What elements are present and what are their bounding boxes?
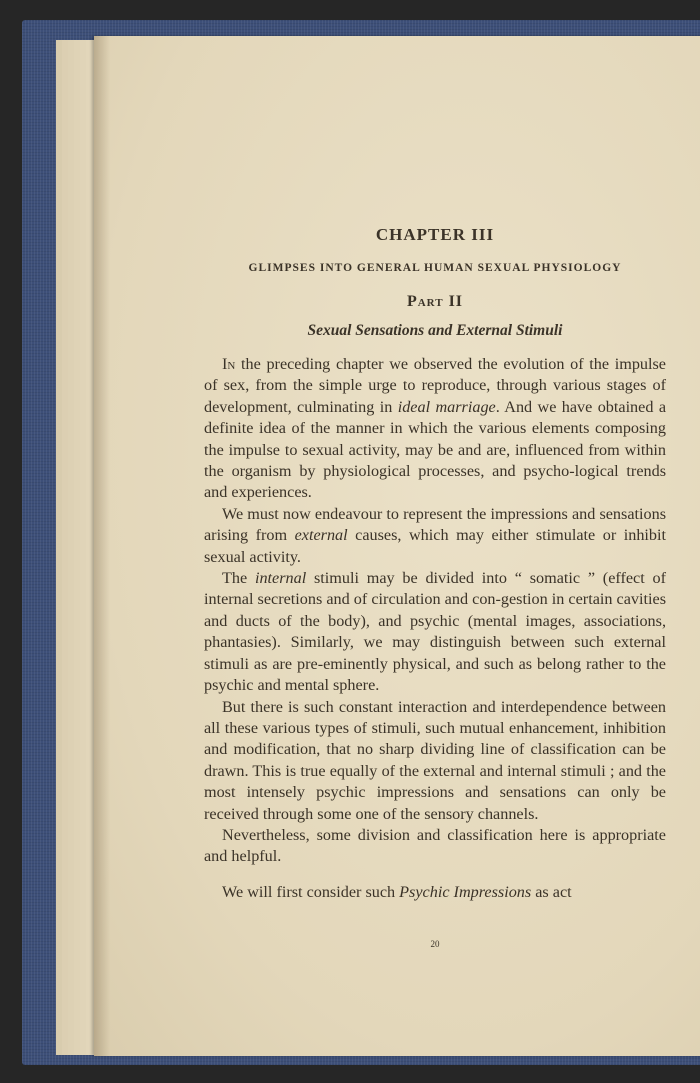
body-paragraph: [204, 568, 666, 696]
italic-term: external: [294, 526, 348, 545]
body-paragraph: [204, 697, 666, 825]
section-title: Sexual Sensations and External Stimuli: [307, 322, 563, 339]
italic-term: Psychic Impressions: [399, 882, 532, 901]
body-paragraph: [204, 354, 666, 504]
text-run: We will first consider such: [222, 882, 400, 901]
text-run: Nevertheless, some division and classification here is appropriate and helpful.: [204, 825, 666, 866]
page-gutter-shadow: [94, 36, 110, 1056]
text-run: stimuli may be divided into “ somatic ” (effect of internal secretions and of circulation and con-gestion in certain cavities and ducts of the body), and psychic (mental images, associations, phantasies). Similarly, we may distinguish between such external stimuli as are pre-eminently physical, and such as belong rather to the psychic and mental sphere.: [204, 569, 666, 695]
text-run: We must now endeavour to represent the impressions and sensations arising from: [204, 504, 666, 545]
text-run: The: [222, 569, 255, 588]
text-run: . And we have obtained a definite idea of the manner in which the various elements composing the impulse to sexual activity, may be and are, influenced from within the organism by physiological processes, and psycho-logical trends and experiences.: [204, 397, 666, 502]
part-heading: Part II: [406, 293, 464, 310]
text-run: as act: [531, 882, 572, 901]
page-number: 20: [430, 939, 440, 949]
chapter-heading: CHAPTER III: [375, 225, 495, 244]
text-run: But there is such constant interaction and interdependence between all these various types of stimuli, such mutual enhancement, inhibition and modification, that no sharp dividing line of classification can be drawn. This is true equally of the external and internal stimuli ; and the most intensely psychic impressions and sensations can only be received through some one of the sensory channels.: [204, 697, 666, 823]
body-text: [204, 354, 666, 903]
italic-term: internal: [254, 569, 307, 588]
text-run: the preceding chapter we observed the evolution of the impulse of sex, from the simple urge to reproduce, through various stages of development, culminating in: [204, 355, 666, 416]
body-paragraph: [204, 825, 666, 868]
text-run: causes, which may either stimulate or inhibit sexual activity.: [204, 526, 667, 566]
italic-term: ideal marriage: [397, 397, 496, 416]
paragraph-lead-word: In: [222, 355, 236, 373]
running-title: GLIMPSES INTO GENERAL HUMAN SEXUAL PHYSIOLOGY: [248, 262, 622, 274]
body-paragraph: [204, 504, 666, 568]
body-paragraph: [204, 882, 666, 903]
